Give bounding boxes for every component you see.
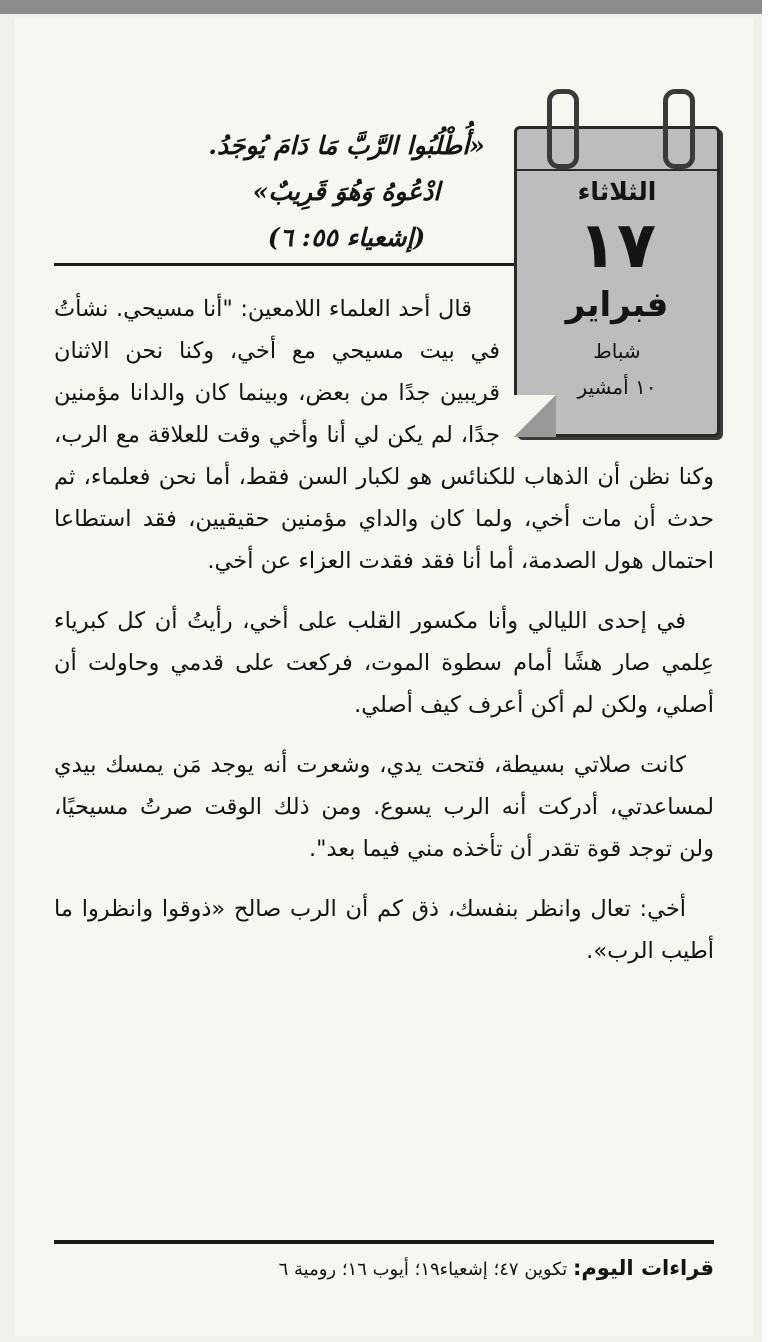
calendar-day-number: ١٧ xyxy=(577,209,657,283)
paragraph: كانت صلاتي بسيطة، فتحت يدي، وشعرت أنه يوجد مَن يمسك بيدي لمساعدتي، أدركت أنه الرب يسوع. ومن ذلك الوقت صرتُ مسيحيًا، ولن توجد قوة تقدر أن تأخذه مني فيما بعد". xyxy=(54,752,714,862)
paragraph: قال أحد العلماء اللامعين: "أنا مسيحي. نشأتُ في بيت مسيحي مع أخي، وكنا نحن الاثنان قريبين جدًا من بعض، وبينما كان والدانا مؤمنين جدًا، لم يكن لي أنا وأخي وقت للعلاقة مع الرب، وكنا نظن أن الذهاب للكنائس هو لكبار السن فقط، أما نحن فعلماء، ثم حدث أن مات أخي، ولما كان والداي مؤمنين حقيقيين، فقد استطاعا احتمال هول الصدمة، أما أنا فقد فقدت العزاء عن أخي. xyxy=(54,296,714,574)
verse-line-1: «أُطْلُبُوا الرَّبَّ مَا دَامَ يُوجَدُ. xyxy=(208,131,485,160)
readings-label: قراءات اليوم: xyxy=(573,1256,714,1280)
daily-verse xyxy=(189,123,504,261)
calendar-coptic-date: ١٠ أمشير xyxy=(577,375,657,399)
divider-bottom xyxy=(54,1240,714,1244)
paragraph: في إحدى الليالي وأنا مكسور القلب على أخي، رأيتُ أن كل كبرياء عِلمي صار هشًا أمام سطوة الموت، فركعت على قدمي وحاولت أن أصلي، ولكن لم أكن أعرف كيف أصلي. xyxy=(54,608,714,718)
verse-reference: (إشعياء ٥٥: ٦) xyxy=(267,223,426,252)
daily-readings xyxy=(54,1256,714,1280)
devotional-body xyxy=(54,288,714,990)
paragraph: أخي: تعال وانظر بنفسك، ذق كم أن الرب صالح «ذوقوا وانظروا ما أطيب الرب». xyxy=(54,896,714,964)
scan-right-edge xyxy=(762,0,769,1342)
verse-line-2: ادْعُوهُ وَهُوَ قَرِيبٌ» xyxy=(252,177,441,206)
calendar-wrap-spacer xyxy=(500,288,714,436)
divider-top xyxy=(54,263,514,266)
calendar-hebrew-month: شباط xyxy=(593,339,641,363)
devotional-page xyxy=(14,18,754,1336)
calendar-month: فبراير xyxy=(565,285,669,325)
readings-text: تكوين ٤٧؛ إشعياء١٩؛ أيوب ١٦؛ رومية ٦ xyxy=(278,1259,568,1280)
calendar-sheet-top xyxy=(517,129,717,171)
calendar-weekday: الثلاثاء xyxy=(577,177,657,206)
scan-top-edge xyxy=(0,0,769,14)
